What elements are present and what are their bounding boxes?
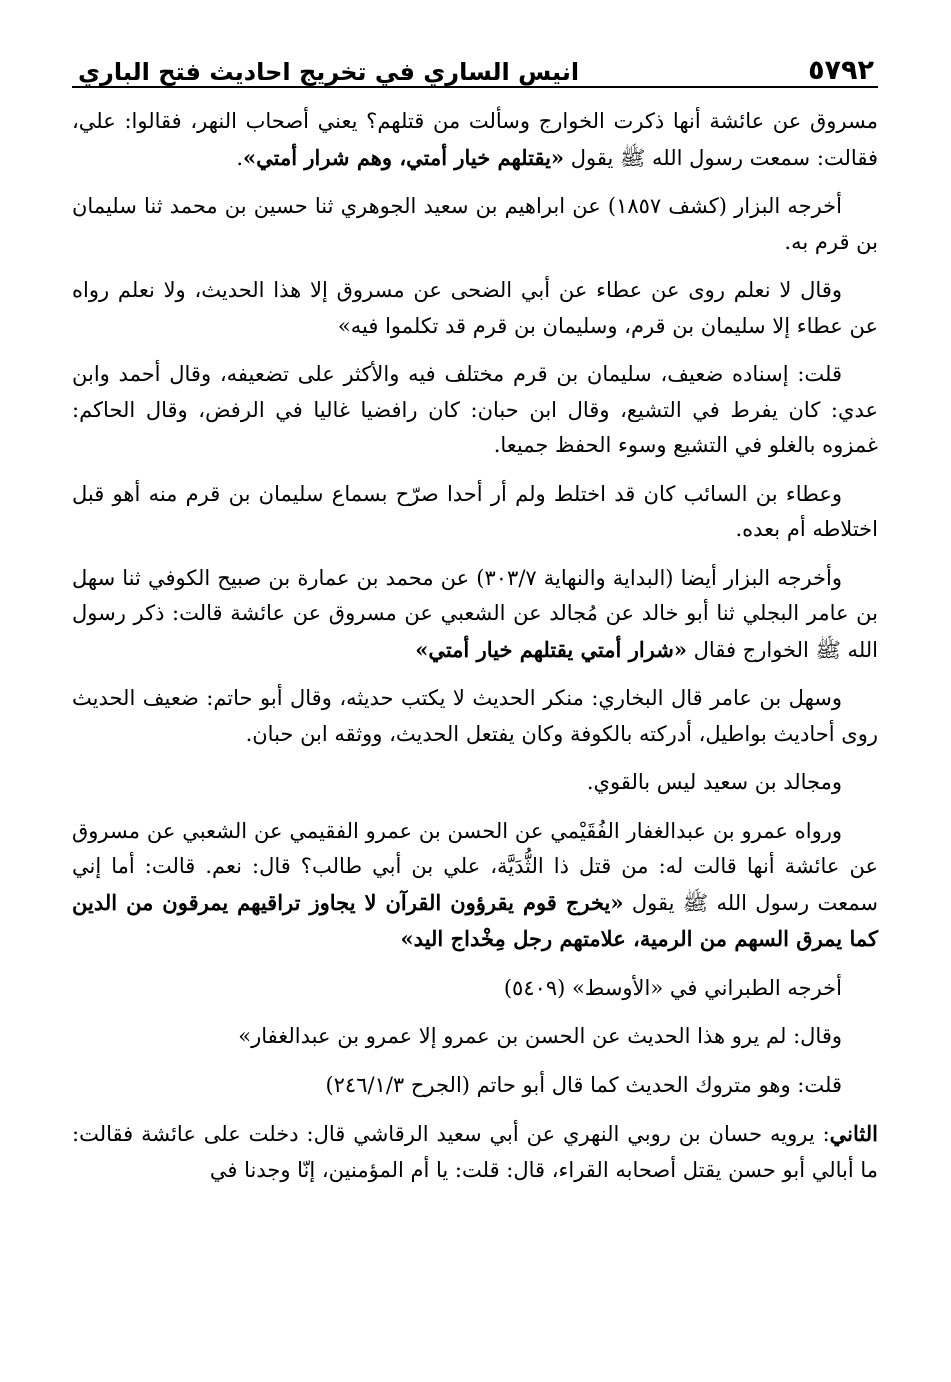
paragraph-p9	[72, 814, 878, 958]
bold-text-segment: الثاني	[829, 1121, 878, 1146]
text-segment: وقال: لم يرو هذا الحديث عن الحسن بن عمرو إلا عمرو بن عبدالغفار»	[238, 1024, 842, 1048]
paragraph-p2	[72, 189, 878, 260]
text-segment: وعطاء بن السائب كان قد اختلط ولم أر أحدا صرّح بسماع سليمان بن قرم منه أهو قبل اختلاطه أم بعده.	[72, 481, 878, 541]
text-segment: وقال لا نعلم روى عن عطاء عن أبي الضحى عن مسروق إلا هذا الحديث، ولا نعلم رواه عن عطاء إلا سليمان بن قرم، وسليمان بن قرم قد تكلموا فيه»	[72, 278, 878, 338]
text-segment: ورواه عمرو بن عبدالغفار الفُقَيْمي عن الحسن بن عمرو الفقيمي عن الشعبي عن مسروق عن عائشة أنها قالت له: من قتل ذا الثُّدَيَّة، علي بن أبي طالب؟ قال: نعم. قالت: أما إني سمعت رسول الله ﷺ يقول	[72, 818, 878, 915]
paragraph-p6	[72, 561, 878, 669]
running-title: انيس الساري في تخريج احاديث فتح الباري	[78, 58, 580, 86]
text-segment: أخرجه البزار (كشف ١٨٥٧) عن ابراهيم بن سعيد الجوهري ثنا حسين بن محمد ثنا سليمان بن قرم به.	[72, 194, 878, 254]
text-segment: قلت: وهو متروك الحديث كما قال أبو حاتم (الجرح ٢٤٦/١/٣)	[325, 1072, 842, 1097]
paragraph-p7	[72, 681, 878, 752]
paragraph-p10	[72, 971, 878, 1007]
paragraph-p11	[72, 1019, 878, 1055]
bold-text-segment: «شرار أمتي يقتلهم خيار أمتي»	[415, 636, 687, 662]
paragraph-p5	[72, 477, 878, 548]
text-segment: وأخرجه البزار أيضا (البداية والنهاية ٣٠٣/٧) عن محمد بن عمارة بن صبيح الكوفي ثنا سهل بن عامر البجلي ثنا أبو خالد عن مُجالد عن الشعبي عن مسروق عن عائشة قالت: ذكر رسول الله ﷺ الخوارج فقال	[72, 565, 878, 662]
paragraph-p4	[72, 357, 878, 464]
paragraph-p12	[72, 1068, 878, 1104]
bold-text-segment: «يخرج قوم يقرؤون القرآن لا يجاوز تراقيهم يمرقون من الدين كما يمرق السهم من الرمية، علامتهم رجل مِخْداج اليد»	[72, 889, 878, 951]
paragraph-p3	[72, 273, 878, 344]
text-segment: وسهل بن عامر قال البخاري: منكر الحديث لا يكتب حديثه، وقال أبو حاتم: ضعيف الحديث روى أحاديث بواطيل، أدركته بالكوفة وكان يفتعل الحديث، ووثقه ابن حبان.	[72, 686, 878, 746]
paragraph-p8	[72, 765, 878, 801]
text-segment: مسروق عن عائشة أنها ذكرت الخوارج وسألت من قتلهم؟ يعني أصحاب النهر، فقالوا: علي، فقالت: سمعت رسول الله ﷺ يقول	[72, 109, 878, 170]
running-header	[72, 36, 878, 88]
body-text	[72, 104, 878, 1188]
paragraph-p13	[72, 1116, 878, 1188]
page-number: ٥٧٩٢	[808, 55, 874, 86]
book-page	[72, 36, 878, 1201]
text-segment: أخرجه الطبراني في «الأوسط» (٥٤٠٩)	[503, 975, 842, 1000]
bold-text-segment: «يقتلهم خيار أمتي، وهم شرار أمتي»	[243, 144, 565, 170]
text-segment: : يرويه حسان بن روبي النهري عن أبي سعيد الرقاشي قال: دخلت على عائشة فقالت: ما أبالي أبو حسن يقتل أصحابه القراء، قال: قلت: يا أم المؤمنين، إنّا وجدنا في	[72, 1122, 878, 1182]
text-segment: ومجالد بن سعيد ليس بالقوي.	[586, 770, 842, 794]
paragraph-p1	[72, 104, 878, 176]
text-segment: .	[236, 145, 243, 170]
text-segment: قلت: إسناده ضعيف، سليمان بن قرم مختلف فيه والأكثر على تضعيفه، وقال أحمد وابن عدي: كان يفرط في التشيع، وقال ابن حبان: كان رافضيا غاليا في الرفض، وقال الحاكم: غمزوه بالغلو في التشيع وسوء الحفظ جميعا.	[72, 362, 878, 457]
